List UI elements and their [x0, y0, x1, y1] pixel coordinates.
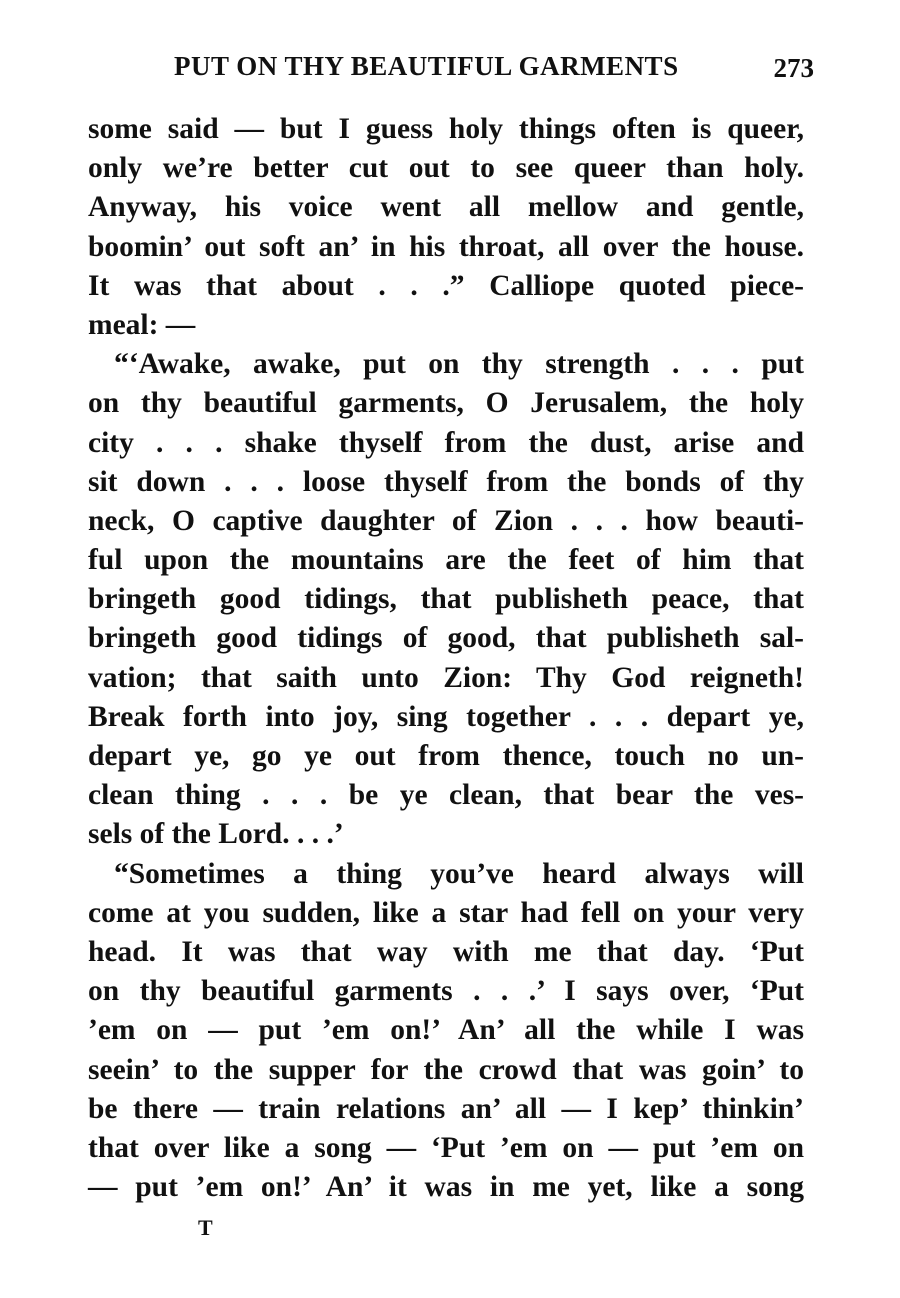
text-line: meal: — [88, 308, 196, 341]
text-line: clean thing . . . be ye clean, that bear the ves- [88, 779, 804, 812]
text-line: sit down . . . loose thyself from the bonds of thy [88, 465, 804, 498]
text-line: Break forth into joy, sing together . . . depart ye, [88, 700, 804, 733]
text-line: ’em on — put ’em on!’ An’ all the while I was [88, 1014, 804, 1047]
text-line: — put ’em on!’ An’ it was in me yet, like a song [88, 1171, 804, 1204]
text-line: come at you sudden, like a star had fell on your very [88, 896, 804, 929]
text-line: depart ye, go ye out from thence, touch no un- [88, 740, 804, 772]
text-line: “Sometimes a thing you’ve heard always will [114, 857, 804, 890]
text-line: neck, O captive daughter of Zion . . . how beauti- [88, 504, 804, 537]
text-line: It was that about . . .” Calliope quoted piece- [88, 269, 804, 302]
text-line: ful upon the mountains are the feet of him that [88, 544, 804, 577]
text-line: Anyway, his voice went all mellow and gentle, [88, 191, 804, 224]
text-line: on thy beautiful garments, O Jerusalem, the holy [88, 387, 804, 420]
text-line: only we’re better cut out to see queer than holy. [88, 152, 804, 185]
text-line: bringeth good tidings of good, that publisheth sal- [88, 622, 804, 655]
text-line: boomin’ out soft an’ in his throat, all over the house. [88, 230, 804, 263]
text-line: bringeth good tidings, that publisheth peace, that [88, 583, 804, 616]
running-title: PUT ON THY BEAUTIFUL GARMENTS [174, 51, 679, 81]
text-line: on thy beautiful garments . . .’ I says over, ‘Put [88, 975, 804, 1008]
text-line: that over like a song — ‘Put ’em on — put ’em on [88, 1131, 804, 1164]
text-line: some said — but I guess holy things often is queer, [88, 113, 804, 145]
text-line: head. It was that way with me that day. ‘Put [88, 935, 804, 968]
page-number: 273 [773, 53, 814, 83]
body-text [88, 110, 804, 1207]
running-head [174, 46, 814, 86]
text-line: “‘Awake, awake, put on thy strength . . . put [114, 348, 804, 381]
signature-mark: T [198, 1215, 213, 1240]
text-line: city . . . shake thyself from the dust, arise and [88, 426, 804, 459]
text-line: be there — train relations an’ all — I kep’ thinkin’ [88, 1092, 804, 1125]
text-line: sels of the Lord. . . .’ [88, 818, 344, 851]
text-line: vation; that saith unto Zion: Thy God reigneth! [88, 661, 804, 694]
text-line: seein’ to the supper for the crowd that was goin’ to [88, 1053, 804, 1086]
